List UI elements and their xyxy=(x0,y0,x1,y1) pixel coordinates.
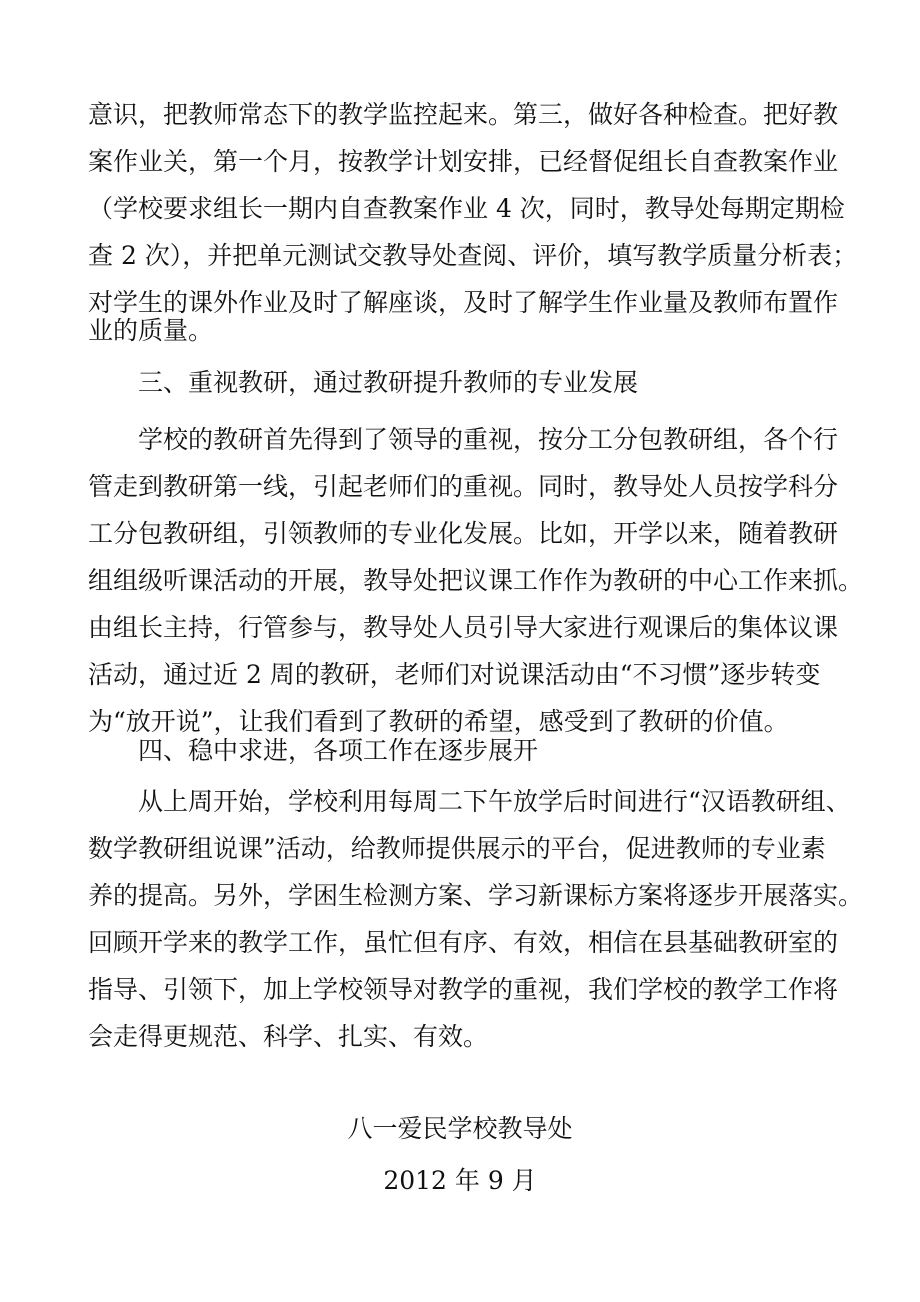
body-line: 案作业关，第一个月，按教学计划安排，已经督促组长自查教案作业 xyxy=(88,147,839,176)
body-line: 组组级听课活动的开展，教导处把议课工作作为教研的中心工作来抓。 xyxy=(88,566,864,595)
body-line: 活动，通过近 2 周的教研，老师们对说课活动由“不习惯”逐步转变 xyxy=(88,660,821,689)
body-line: 查 2 次），并把单元测试交教导处查阅、评价，填写教学质量分析表； xyxy=(88,241,858,270)
body-line: 会走得更规范、科学、扎实、有效。 xyxy=(88,1022,489,1051)
body-line: 意识，把教师常态下的教学监控起来。第三，做好各种检查。把好教 xyxy=(88,100,839,129)
signature-org: 八一爱民学校教导处 xyxy=(347,1114,573,1143)
body-line: 指导、引领下，加上学校领导对教学的重视，我们学校的教学工作将 xyxy=(88,975,839,1004)
body-line: 学校的教研首先得到了领导的重视，按分工分包教研组，各个行 xyxy=(138,425,839,454)
body-line: 工分包教研组，引领教师的专业化发展。比如，开学以来，随着教研 xyxy=(88,519,839,548)
body-line: 业的质量。 xyxy=(88,316,214,345)
body-line: 从上周开始，学校利用每周二下午放学后时间进行“汉语教研组、 xyxy=(138,787,851,816)
body-line: 数学教研组说课”活动，给教师提供展示的平台，促进教师的专业素 xyxy=(88,834,826,863)
body-line: 由组长主持，行管参与，教导处人员引导大家进行观课后的集体议课 xyxy=(88,613,839,642)
body-line: 养的提高。另外，学困生检测方案、学习新课标方案将逐步开展落实。 xyxy=(88,881,864,910)
body-line: 为“放开说”，让我们看到了教研的希望，感受到了教研的价值。 xyxy=(88,707,789,736)
body-line: 回顾开学来的教学工作，虽忙但有序、有效，相信在县基础教研室的 xyxy=(88,928,839,957)
body-line: （学校要求组长一期内自查教案作业 4 次，同时，教导处每期定期检 xyxy=(88,194,845,223)
body-line: 对学生的课外作业及时了解座谈，及时了解学生作业量及教师布置作 xyxy=(88,288,839,317)
body-line: 管走到教研第一线，引起老师们的重视。同时，教导处人员按学科分 xyxy=(88,472,839,501)
signature-date: 2012 年 9 月 xyxy=(383,1166,537,1195)
section-heading: 四、稳中求进，各项工作在逐步展开 xyxy=(138,736,539,765)
section-heading: 三、重视教研，通过教研提升教师的专业发展 xyxy=(138,368,639,397)
